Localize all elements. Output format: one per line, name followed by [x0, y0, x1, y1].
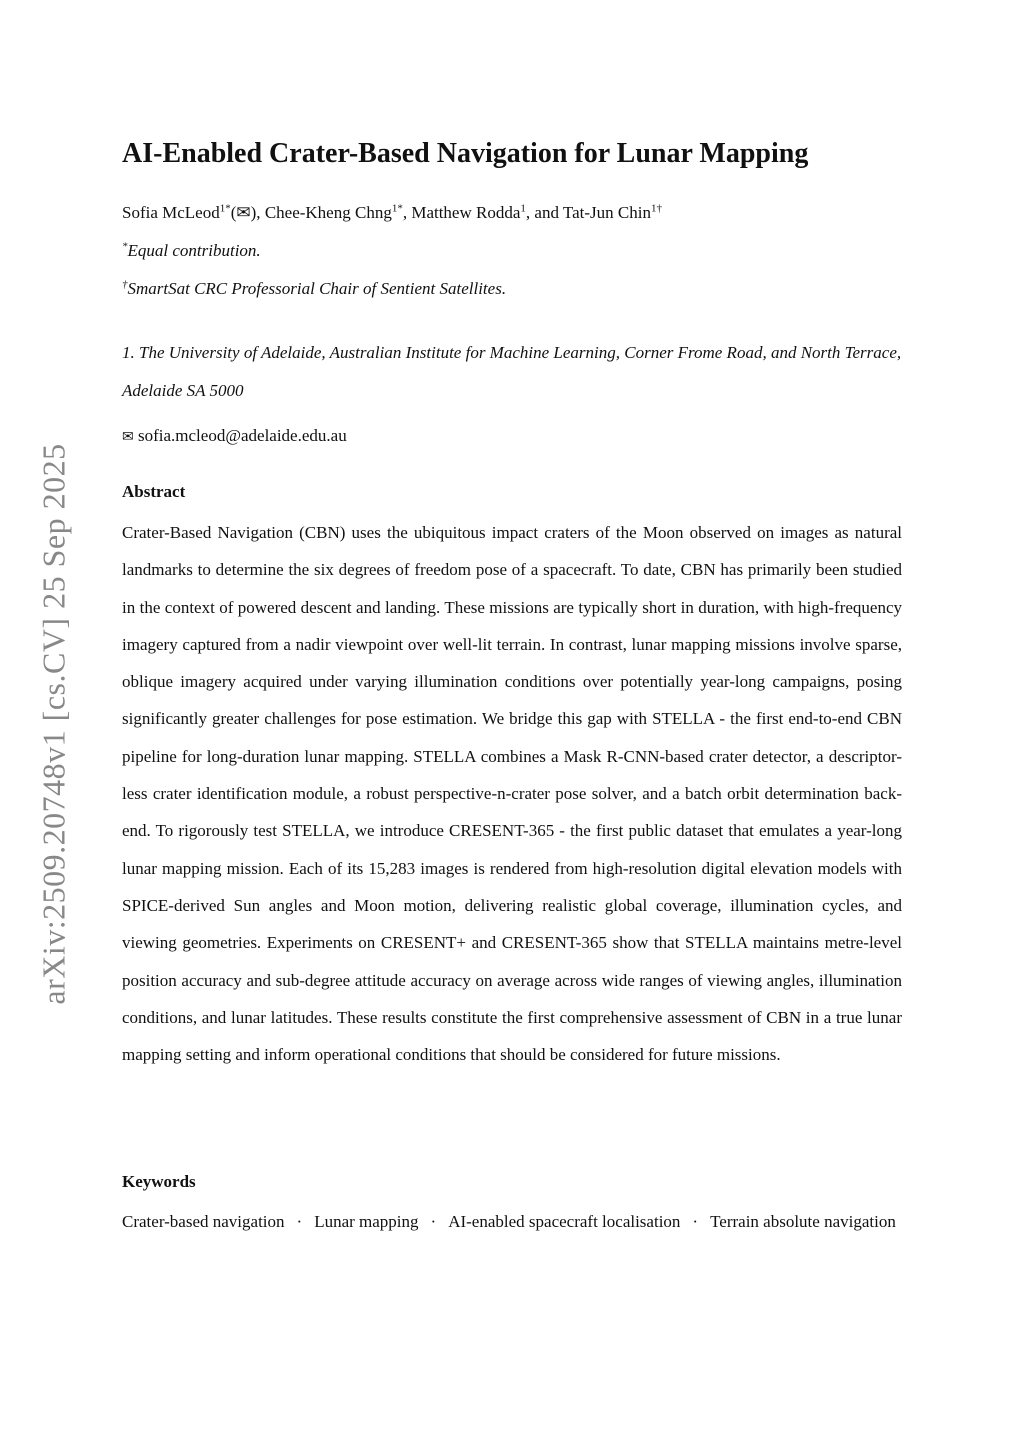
paper-title: AI-Enabled Crater-Based Navigation for Lunar Mapping — [122, 138, 809, 169]
abstract-text: Crater-Based Navigation (CBN) uses the ubiquitous impact craters of the Moon observed on images as natural landmarks to determine the six degrees of freedom pose of a spacecraft. To date, CBN has primarily been studied in the context of powered descent and landing. These missions are typically short in duration, with high-frequency imagery captured from a nadir viewpoint over well-lit terrain. In contrast, lunar mapping missions involve sparse, oblique imagery acquired under varying illumination conditions over potentially year-long campaigns, posing significantly greater challenges for pose estimation. We bridge this gap with STELLA - the first end-to-end CBN pipeline for long-duration lunar mapping. STELLA combines a Mask R-CNN-based crater detector, a descriptor-less crater identification module, a robust perspective-n-crater pose solver, and a batch orbit determination back-end. To rigorously test STELLA, we introduce CRESENT-365 - the first public dataset that emulates a year-long lunar mapping mission. Each of its 15,283 images is rendered from high-resolution digital elevation models with SPICE-derived Sun angles and Moon motion, delivering realistic global coverage, illumination cycles, and viewing geometries. Experiments on CRESENT+ and CRESENT-365 show that STELLA maintains metre-level position accuracy and sub-degree attitude accuracy on average across wide ranges of viewing angles, illumination conditions, and lunar latitudes. These results constitute the first comprehensive assessment of CBN in a true lunar mapping setting and inform operational conditions that should be considered for future missions. — [122, 523, 902, 1065]
keyword-separator: · — [692, 1212, 699, 1231]
footnote-text: SmartSat CRC Professorial Chair of Sentient Satellites. — [127, 279, 507, 298]
footnote-text: Equal contribution. — [127, 241, 261, 260]
author-name: Chee-Kheng Chng — [264, 203, 392, 222]
author-list — [122, 203, 662, 223]
author-affiliation-mark: 1* — [391, 202, 403, 215]
keyword: Lunar mapping — [314, 1212, 419, 1231]
author-separator: (✉), — [230, 203, 265, 222]
keyword: AI-enabled spacecraft localisation — [448, 1212, 681, 1231]
author-separator: , — [402, 203, 412, 222]
email-address[interactable]: sofia.mcleod@adelaide.edu.au — [137, 426, 347, 445]
author-name: Sofia McLeod — [122, 203, 220, 222]
footnote-mark: † — [122, 278, 128, 291]
author-name: Tat-Jun Chin — [562, 203, 651, 222]
keyword: Crater-based navigation — [122, 1212, 285, 1231]
keyword: Terrain absolute navigation — [710, 1212, 896, 1231]
author-name: Matthew Rodda — [411, 203, 521, 222]
envelope-icon: ✉ — [122, 430, 134, 445]
abstract-heading: Abstract — [122, 482, 186, 501]
keywords-heading: Keywords — [122, 1172, 196, 1191]
arxiv-identifier: arXiv:2509.20748v1 [cs.CV] 25 Sep 2025 — [35, 443, 72, 1005]
keyword-list — [122, 1203, 902, 1241]
author-affiliation-mark: 1 — [520, 202, 526, 215]
contact-email — [122, 426, 347, 446]
chair-note — [122, 279, 506, 299]
keyword-separator: · — [430, 1212, 437, 1231]
equal-contribution-note — [122, 241, 261, 261]
keyword-separator: · — [296, 1212, 303, 1231]
author-affiliation-mark: 1* — [219, 202, 231, 215]
author-separator: , and — [525, 203, 563, 222]
author-affiliation-mark: 1† — [650, 202, 662, 215]
affiliation: 1. The University of Adelaide, Australian Institute for Machine Learning, Corner Frome Road, and North Terrace, Adelaide SA 5000 — [122, 343, 902, 400]
footnote-mark: * — [122, 240, 128, 253]
